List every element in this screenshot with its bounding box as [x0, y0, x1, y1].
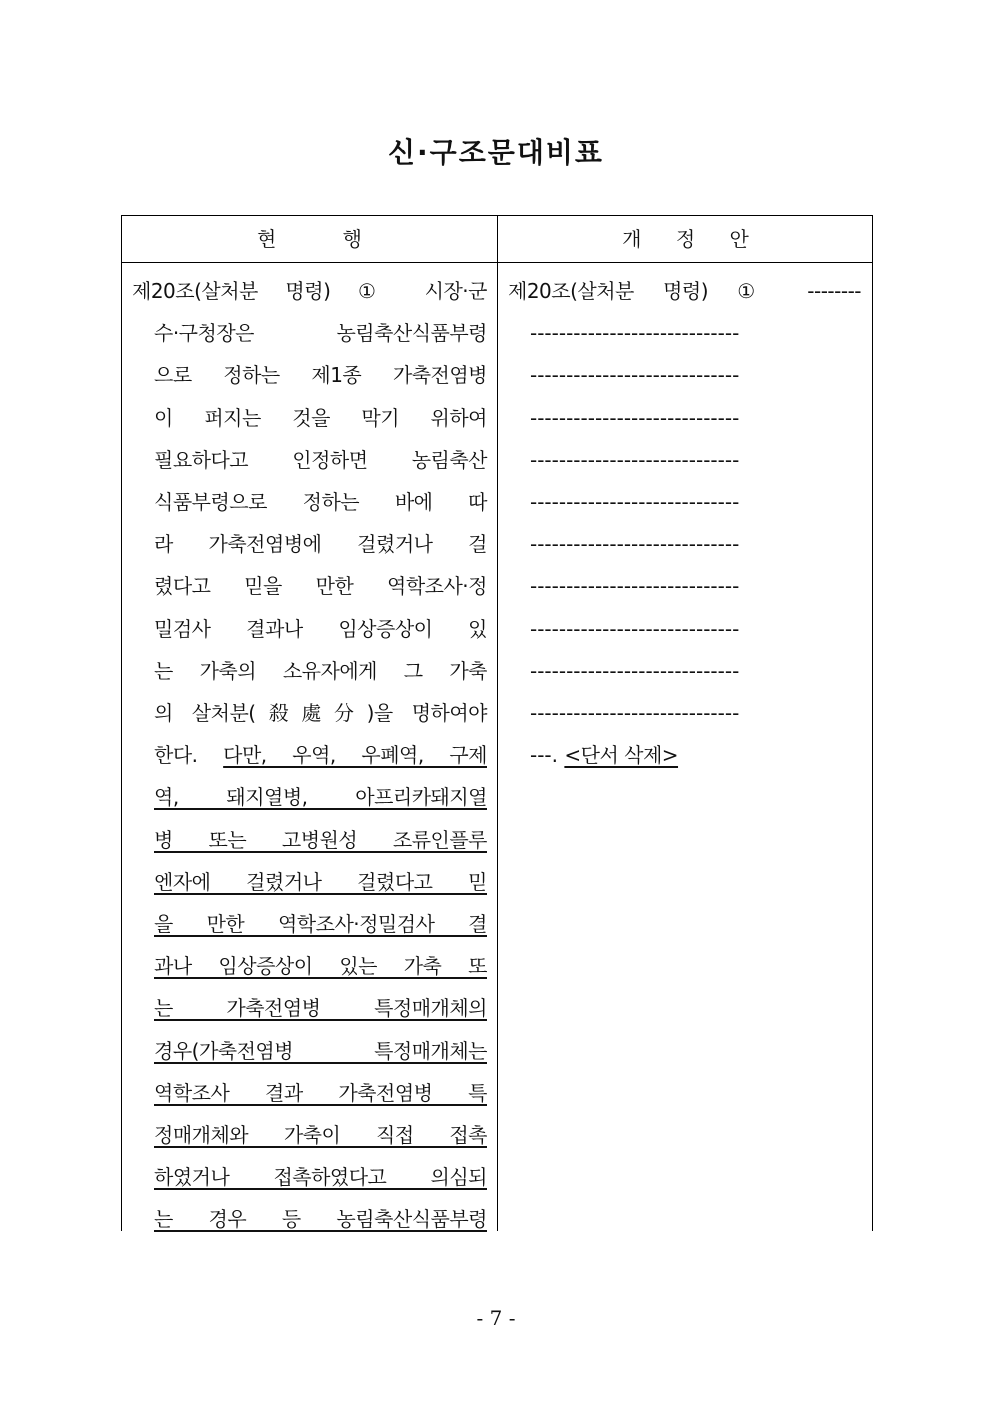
current-text-line: [154, 734, 487, 776]
current-text-line: [154, 1030, 487, 1072]
plain-text: -----------------------------: [530, 574, 740, 599]
amended-text: 는 가축전염병 특정매개체의: [154, 996, 487, 1021]
current-text-line: [154, 1072, 487, 1114]
plain-text: 제20조(살처분 명령) ① --------: [508, 279, 861, 303]
current-text-line: [154, 1156, 487, 1198]
revised-text-line: [530, 312, 861, 354]
current-text-line: [154, 650, 487, 692]
plain-text: 의 살처분(殺處分)을 명하여야: [154, 701, 487, 725]
plain-text: -----------------------------: [530, 658, 740, 683]
amended-text: 을 만한 역학조사·정밀검사 결: [154, 912, 487, 936]
revised-text-line: [530, 692, 861, 734]
current-text-line: [154, 945, 487, 987]
current-text-line: [154, 608, 487, 650]
plain-text: -----------------------------: [530, 363, 740, 388]
plain-text: -----------------------------: [530, 616, 740, 641]
amended-text: 역, 돼지열병, 아프리카돼지열: [154, 785, 487, 810]
revised-text-line: [530, 523, 861, 565]
current-text-line: [154, 523, 487, 565]
current-text-line: [154, 861, 487, 903]
current-text-line: [154, 565, 487, 607]
plain-text: 밀검사 결과나 임상증상이 있: [154, 616, 487, 641]
header-revised: 개 정 안: [622, 227, 749, 251]
document-title: 신·구조문대비표: [388, 136, 604, 169]
plain-text: 제20조(살처분 명령) ① 시장·군: [132, 279, 487, 303]
amended-text: 엔자에 걸렸거나 걸렸다고 믿: [154, 869, 487, 894]
plain-text: 라 가축전염병에 걸렸거나 걸: [154, 532, 487, 557]
amended-text: 다만, 우역, 우폐역, 구제: [223, 743, 487, 768]
plain-text: 수·구청장은 농림축산식품부령: [154, 321, 487, 346]
revised-text-line: [530, 734, 861, 776]
revised-text-line: [530, 565, 861, 607]
current-text-line: [154, 692, 487, 734]
current-text-line: [154, 1198, 487, 1240]
revised-text-line: [530, 650, 861, 692]
current-text-line: [154, 987, 487, 1029]
revised-text-line: [508, 270, 861, 312]
page-number: - 7 -: [476, 1306, 516, 1330]
amended-text: 과나 임상증상이 있는 가축 또: [154, 954, 487, 979]
current-text-line: [154, 481, 487, 523]
plain-text: ---.: [530, 743, 565, 768]
amended-text: 정매개체와 가축이 직접 접촉: [154, 1123, 487, 1147]
plain-text: -----------------------------: [530, 490, 740, 514]
current-text-line: [154, 819, 487, 861]
plain-text: 필요하다고 인정하면 농림축산: [154, 447, 487, 472]
revised-text-line: [530, 439, 861, 481]
plain-text: 한다.: [154, 743, 224, 768]
plain-text: 식품부령으로 정하는 바에 따: [154, 490, 487, 514]
header-divider: [122, 262, 872, 263]
current-text-line: [154, 439, 487, 481]
plain-text: -----------------------------: [530, 532, 740, 557]
revised-text-line: [530, 397, 861, 439]
header-current: 현 행: [257, 227, 362, 251]
current-text-line: [154, 903, 487, 945]
amended-text: 역학조사 결과 가축전염병 특: [154, 1080, 487, 1105]
revised-text-line: [530, 354, 861, 396]
revised-text-line: [530, 481, 861, 523]
amended-text: 는 경우 등 농림축산식품부령: [154, 1207, 487, 1232]
plain-text: -----------------------------: [530, 405, 740, 430]
amended-text: 경우(가축전염병 특정매개체는: [154, 1038, 487, 1063]
amended-text: <단서 삭제>: [564, 743, 679, 768]
plain-text: 는 가축의 소유자에게 그 가축: [154, 658, 487, 683]
amended-text: 병 또는 고병원성 조류인플루: [154, 827, 487, 852]
plain-text: -----------------------------: [530, 701, 740, 725]
plain-text: 렸다고 믿을 만한 역학조사·정: [154, 574, 487, 599]
comparison-table: [121, 215, 873, 1231]
current-text-line: [154, 1114, 487, 1156]
plain-text: -----------------------------: [530, 447, 740, 472]
revised-text-line: [530, 608, 861, 650]
current-text-line: [154, 397, 487, 439]
plain-text: 이 퍼지는 것을 막기 위하여: [154, 405, 487, 430]
plain-text: -----------------------------: [530, 321, 740, 346]
current-text-line: [132, 270, 487, 312]
column-divider: [497, 216, 498, 1231]
plain-text: 으로 정하는 제1종 가축전염병: [154, 363, 487, 388]
current-text-line: [154, 312, 487, 354]
current-text-line: [154, 354, 487, 396]
current-text-line: [154, 776, 487, 818]
amended-text: 하였거나 접촉하였다고 의심되: [154, 1165, 487, 1190]
